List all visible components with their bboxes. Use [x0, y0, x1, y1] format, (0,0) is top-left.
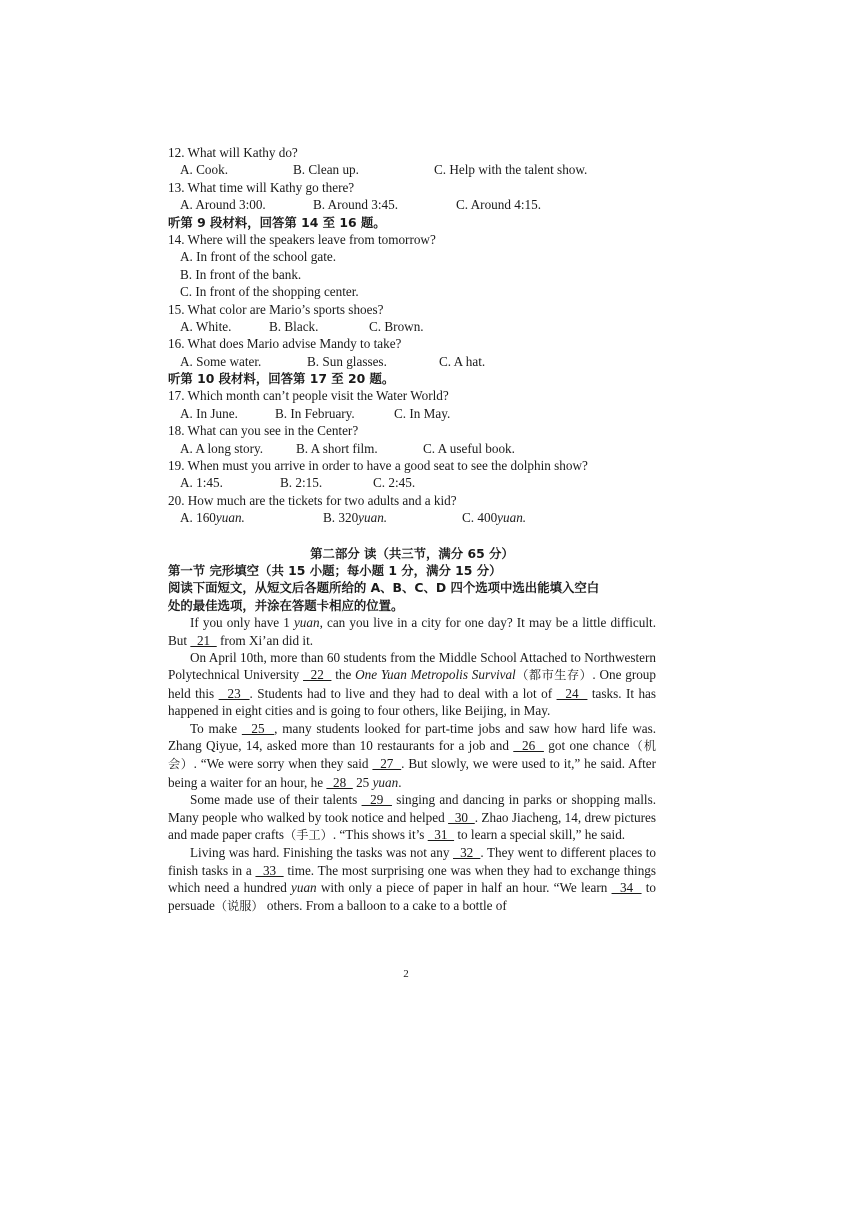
- section-1-title: 第一节 完形填空（共 15 小题；每小题 1 分，满分 15 分）: [168, 562, 502, 578]
- question-13-options: [168, 196, 656, 213]
- option-b: B. In February.: [275, 405, 355, 421]
- option-c: C. Around 4:15.: [456, 197, 541, 213]
- option-c: C. Help with the talent show.: [434, 162, 588, 178]
- blank-30: 30: [448, 809, 475, 825]
- option-a: A. A long story.: [180, 440, 264, 456]
- page-number: 2: [403, 968, 409, 980]
- question-17: 17. Which month can’t people visit the Water World?: [168, 388, 449, 404]
- paragraph-3: To make 25 , many students looked for part-time jobs and saw how hard life was. Zhang Qiyue, 14, asked more than 10 restaurants for a job and 26 got one chance（机会）. “We were sorry when they said 27 . But slowly, we were used to it,” he said. After being a waiter for an hour, he 28 25 yuan.: [168, 720, 657, 790]
- blank-31: 31: [427, 827, 455, 843]
- option-b: B. In front of the bank.: [180, 266, 302, 282]
- option-a: A. In June.: [180, 405, 238, 421]
- question-13: 13. What time will Kathy go there?: [168, 179, 355, 195]
- option-c: C. 2:45.: [373, 475, 416, 491]
- paragraph-2: On April 10th, more than 60 students from the Middle School Attached to Northwestern Polytechnical University 22 the One Yuan Metropolis Survival（都市生存）. One group held this 23 . Students had to live and they had to deal with a lot of 24 tasks. It has happened in eight cities and is going to four others, like Beijing, in May.: [168, 649, 657, 719]
- option-b: B. 320yuan.: [323, 510, 388, 526]
- blank-27: 27: [372, 756, 402, 772]
- paragraph-4: Some made use of their talents 29 singing and dancing in parks or shopping malls. Many people who walked by took notice and helped 30 . Zhao Jiacheng, 14, drew pictures and made paper crafts（手工）. “This shows it’s 31 to learn a special skill,” he said.: [168, 792, 657, 843]
- option-c: C. In May.: [394, 405, 451, 421]
- option-c: C. Brown.: [369, 318, 424, 334]
- blank-25: 25: [241, 720, 275, 736]
- option-a: A. Some water.: [180, 353, 262, 369]
- option-a: A. 160yuan.: [180, 510, 245, 526]
- option-c: C. A useful book.: [423, 440, 515, 456]
- blank-26: 26: [513, 738, 544, 753]
- option-c: C. A hat.: [439, 353, 486, 369]
- section-9-heading: 听第 9 段材料，回答第 14 至 16 题。: [168, 214, 386, 230]
- question-19: 19. When must you arrive in order to have a good seat to see the dolphin show?: [168, 458, 588, 474]
- section-10-heading: 听第 10 段材料，回答第 17 至 20 题。: [168, 371, 395, 387]
- blank-23: 23: [218, 685, 250, 701]
- question-18: 18. What can you see in the Center?: [168, 423, 359, 439]
- blank-29: 29: [361, 792, 392, 808]
- blank-32: 32: [453, 845, 481, 861]
- question-15: 15. What color are Mario’s sports shoes?: [168, 301, 384, 317]
- option-c: C. 400yuan.: [462, 510, 527, 526]
- option-b: B. 2:15.: [280, 475, 323, 491]
- question-12-options: [168, 161, 656, 178]
- paragraph-1: If you only have 1 yuan, can you live in a city for one day? It may be a little difficult. But 21 from Xi’an did it.: [168, 615, 657, 648]
- question-14: 14. Where will the speakers leave from tomorrow?: [168, 231, 436, 247]
- option-a: A. Cook.: [180, 162, 228, 178]
- option-a: A. White.: [180, 318, 232, 334]
- part-2-title: 第二部分 读（共三节，满分 65 分）: [310, 545, 514, 561]
- question-16-options: [168, 353, 656, 370]
- question-17-options: [168, 405, 656, 422]
- option-a: A. Around 3:00.: [180, 197, 266, 213]
- question-20: 20. How much are the tickets for two adults and a kid?: [168, 492, 457, 508]
- option-a: A. In front of the school gate.: [180, 249, 337, 265]
- question-18-options: [168, 440, 656, 457]
- cloze-passage: [168, 614, 656, 915]
- content-column: [168, 144, 656, 915]
- option-b: B. Around 3:45.: [313, 197, 398, 213]
- option-b: B. Sun glasses.: [307, 353, 387, 369]
- instruction-line-2: 处的最佳选项，并涂在答题卡相应的位置。: [168, 597, 404, 613]
- blank-34: 34: [611, 880, 642, 896]
- blank-22: 22: [303, 667, 332, 683]
- question-19-options: [168, 474, 656, 491]
- instruction-line-1: 阅读下面短文，从短文后各题所给的 A、B、C、D 四个选项中选出能填入空白: [168, 580, 600, 596]
- blank-24: 24: [556, 685, 588, 701]
- question-12: 12. What will Kathy do?: [168, 145, 298, 160]
- question-16: 16. What does Mario advise Mandy to take?: [168, 336, 402, 352]
- option-c: C. In front of the shopping center.: [180, 284, 359, 300]
- option-a: A. 1:45.: [180, 475, 223, 491]
- question-15-options: [168, 318, 656, 335]
- option-b: B. Clean up.: [293, 162, 359, 178]
- question-20-options: [168, 509, 656, 526]
- option-b: B. A short film.: [296, 440, 378, 456]
- option-b: B. Black.: [269, 318, 319, 334]
- paragraph-5: Living was hard. Finishing the tasks was not any 32 . They went to different places to finish tasks in a 33 time. The most surprising one was when they had to exchange things which need a hundred yuan with only a piece of paper in half an hour. “We learn 34 to persuade（说服） others. From a balloon to a cake to a bottle of: [168, 845, 657, 913]
- blank-28: 28: [326, 774, 353, 790]
- blank-33: 33: [255, 862, 284, 878]
- blank-21: 21: [190, 632, 217, 648]
